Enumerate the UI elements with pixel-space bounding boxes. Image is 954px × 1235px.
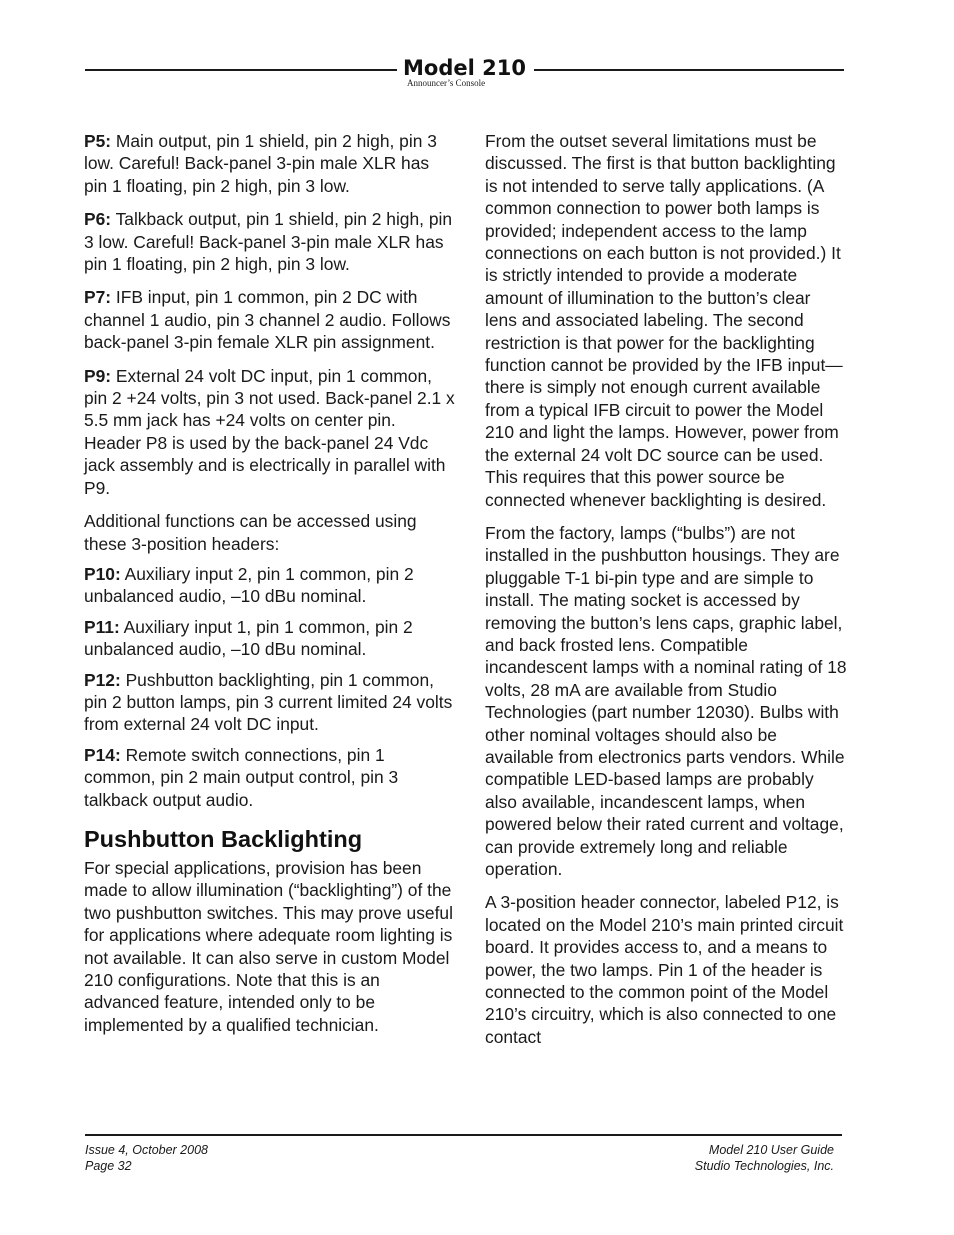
pin-item-p6	[84, 208, 456, 275]
pin-description: IFB input, pin 1 common, pin 2 DC with channel 1 audio, pin 3 channel 2 audio. Follows back-panel 3-pin female XLR pin assignment.	[84, 287, 451, 353]
header-description: Auxiliary input 1, pin 1 common, pin 2 unbalanced audio, –10 dBu nominal.	[84, 616, 413, 660]
left-column	[84, 130, 456, 1047]
additional-functions-intro: Additional functions can be accessed using these 3-position headers:	[84, 511, 417, 554]
pin-label: P6:	[84, 209, 112, 230]
pin-label: P5:	[84, 131, 112, 151]
right-column	[485, 130, 847, 1059]
body-paragraph: From the factory, lamps (“bulbs”) are not installed in the pushbutton housings. They are pluggable T-1 bi-pin type and are simple to install. The mating socket is accessed by removing the button’s lens caps, graphic label, and back frosted lens. Compatible incandescent lamps with a nominal rating of 18 volts, 28 mA are available from Studio Technologies (part number 12030). Bulbs with other nominal voltages should also be available from electronics parts vendors. While compatible LED-based lamps are probably also available, incandescent lamps, when powered below their rated current and voltage, can provide extremely long and reliable operation.	[485, 522, 847, 879]
header-description: Remote switch connections, pin 1 common, pin 2 main output control, pin 3 talkback output audio.	[84, 744, 399, 810]
header-item-p12	[84, 669, 456, 736]
pin-item-p7	[84, 286, 456, 353]
pin-label: P7:	[84, 287, 112, 308]
pin-item-p9	[84, 365, 456, 499]
header-item-p11	[84, 616, 456, 661]
header-label: P10:	[84, 563, 121, 584]
header-description: Pushbutton backlighting, pin 1 common, pin 2 button lamps, pin 3 current limited 24 volts from external 24 volt DC input.	[84, 669, 453, 735]
pin-label: P9:	[84, 365, 112, 386]
header-item-p14	[84, 744, 456, 811]
header-rule-right	[534, 69, 844, 71]
header-product-name: Model 210	[403, 56, 526, 80]
header-description: Auxiliary input 2, pin 1 common, pin 2 unbalanced audio, –10 dBu nominal.	[84, 563, 414, 607]
footer-issue: Issue 4, October 2008	[85, 1143, 208, 1157]
footer-left	[85, 1143, 208, 1174]
section-heading: Pushbutton Backlighting	[84, 825, 363, 852]
footer-company: Studio Technologies, Inc.	[694, 1158, 834, 1173]
header-label: P14:	[84, 744, 121, 765]
header-label: P11:	[84, 616, 120, 637]
footer-rule	[85, 1134, 842, 1136]
footer-right	[695, 1143, 834, 1174]
header-product-subtitle: Announcer’s Console	[407, 78, 486, 88]
header-logo	[403, 57, 527, 88]
body-paragraph: From the outset several limitations must be discussed. The first is that button backlighting is not intended to serve tally applications. (A common connection to power both lamps is provided; independent access to the lamp connections on each button is not provided.) It is strictly intended to provide a moderate amount of illumination to the button’s clear lens and associated labeling. The second restriction is that power for the backlighting function cannot be provided by the IFB input—there is simply not enough current available from a typical IFB circuit to power the Model 210 and light the lamps. However, power from the external 24 volt DC source can be used. This requires that this power source be connected whenever backlighting is desired.	[485, 131, 843, 510]
pin-item-p5	[84, 130, 456, 197]
header-rule-left	[85, 69, 397, 71]
pin-description: External 24 volt DC input, pin 1 common, pin 2 +24 volts, pin 3 not used. Back-panel 2.1 x 5.5 mm jack has +24 volts on center pin. Header P8 is used by the back-panel 24 Vdc jack assembly and is electrically in parallel with P9.	[84, 365, 455, 498]
pin-description: Main output, pin 1 shield, pin 2 high, pin 3 low. Careful! Back-panel 3-pin male XLR has pin 1 floating, pin 2 high, pin 3 low.	[84, 131, 437, 196]
footer-page-number: Page 32	[85, 1158, 132, 1173]
footer-guide-title: Model 210 User Guide	[708, 1143, 834, 1157]
section-paragraph: For special applications, provision has been made to allow illumination (“backlighting”) of the two pushbutton switches. This may prove useful for applications where adequate room lighting is not available. It can also serve in custom Model 210 configurations. Note that this is an advanced feature, intended only to be implemented by a qualified technician.	[84, 857, 453, 1035]
header-label: P12:	[84, 669, 121, 690]
body-paragraph: A 3-position header connector, labeled P12, is located on the Model 210’s main printed circuit board. It provides access to, and a means to power, the two lamps. Pin 1 of the header is connected to the common point of the Model 210’s circuitry, which is also connected to one contact	[485, 892, 844, 1047]
pin-description: Talkback output, pin 1 shield, pin 2 high, pin 3 low. Careful! Back-panel 3-pin male XLR has pin 1 floating, pin 2 high, pin 3 low.	[84, 209, 453, 275]
header-item-p10	[84, 563, 456, 608]
